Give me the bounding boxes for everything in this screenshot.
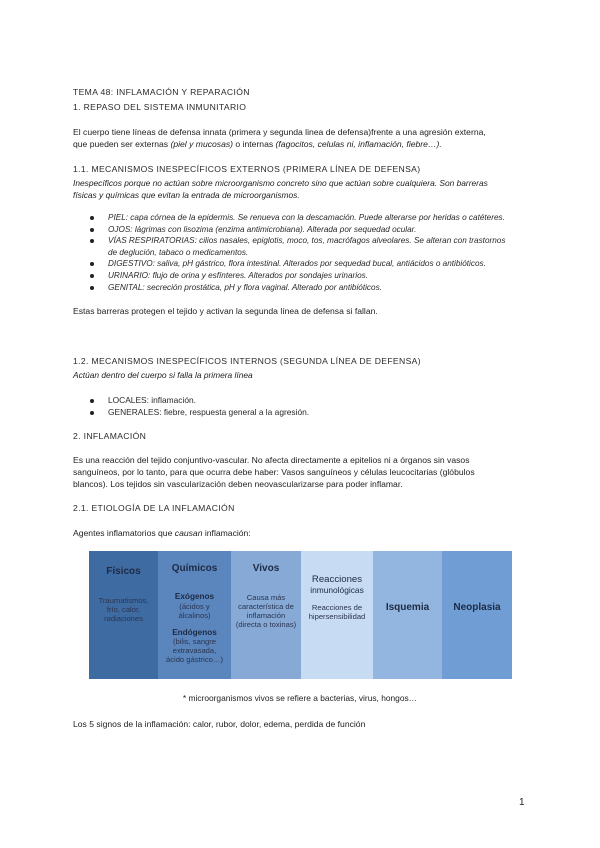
agent-reacciones-desc: Reacciones de hipersensibilidad [308,603,366,621]
agent-neoplasia [442,551,512,679]
quimicos-exogenos-desc: (ácidos y álcalinos) [178,602,211,620]
external-defense-list [108,212,516,293]
inflammation-signs: Los 5 signos de la inflamación: calor, rubor, dolor, edema, perdida de función [73,719,366,729]
quimicos-endogenos-title: Endógenos [172,628,217,637]
agent-vivos-desc: Causa más característica de inflamación (directa o toxinas) [235,593,297,629]
quimicos-exogenos-title: Exógenos [174,592,215,601]
section-1-line-2: que pueden ser externas (piel y mucosas) o internas (fagocitos, celulas ni, inflamación, fiebre…). [73,139,442,150]
section-1-heading: 1. REPASO DEL SISTEMA INMUNITARIO [73,102,247,112]
list-item: DIGESTIVO: saliva, pH gástrico, flora intestinal. Alterados por sequedad bucal, antiácidos o antibióticos. [108,258,516,270]
agent-reacciones-inmunologicas [301,551,373,679]
section-1-1-intro: Inespecíficos porque no actúan sobre microorganismo concreto sino que actúan sobre cualquiera. Son barreras físicas y químicas que evitan la entrada de microorganismos. [73,178,488,201]
agent-quimicos [158,551,231,679]
agent-reacciones-title: Reacciones inmunológicas [310,574,364,595]
agent-fisicos-desc: Traumatismos, frío, calor, radiaciones [98,596,149,623]
section-2-heading: 2. INFLAMACIÓN [73,431,147,441]
inflammation-agents-diagram [89,551,512,679]
agent-isquemia [373,551,442,679]
quimicos-endogenos-desc: (bilis, sangre extravasada, ácido gástrico…) [166,637,223,664]
section-1-2-intro: Actúan dentro del cuerpo si falla la primera línea [73,370,253,380]
agent-neoplasia-title: Neoplasia [453,602,501,613]
page-number: 1 [519,797,525,808]
section-1-line-1: El cuerpo tiene líneas de defensa innata (primera y segunda linea de defensa)frente a una agresión externa, [73,127,486,137]
list-item: GENITAL: secreción prostática, pH y flora vaginal. Alterado por antibióticos. [108,282,516,294]
agent-isquemia-title: Isquemia [385,602,430,613]
list-item: LOCALES: inflamación. [108,395,516,407]
section-2-1-heading: 2.1. ETIOLOGÍA DE LA INFLAMACIÓN [73,503,235,513]
list-item: URINARIO: flujo de orina y esfínteres. Alterados por sondajes urinarios. [108,270,516,282]
list-item: PIEL: capa córnea de la epidermis. Se renueva con la descamación. Puede alterarse por heridas o catéteres. [108,212,516,224]
document-title: TEMA 48: INFLAMACIÓN Y REPARACIÓN [73,87,250,97]
agent-fisicos-title: Físicos [106,566,141,577]
agent-fisicos [89,551,158,679]
list-item: GENERALES: fiebre, respuesta general a la agresión. [108,407,516,419]
list-item: VÍAS RESPIRATORIAS: cilios nasales, epiglotis, moco, tos, macrófagos alveolares. Se alteran con trastornos de deglución, tabaco o medicamentos. [108,235,516,258]
section-1-1-heading: 1.1. MECANISMOS INESPECÍFICOS EXTERNOS (PRIMERA LÍNEA DE DEFENSA) [73,164,421,174]
section-1-paragraph [73,126,533,150]
section-1-2-heading: 1.2. MECANISMOS INESPECÍFICOS INTERNOS (SEGUNDA LÍNEA DE DEFENSA) [73,356,421,366]
section-2-1-intro: Agentes inflamatorios que causan inflamación: [73,528,251,538]
section-1-1-outro: Estas barreras protegen el tejido y activan la segunda línea de defensa si fallan. [73,306,378,316]
diagram-footnote: * microorganismos vivos se refiere a bacterias, virus, hongos… [182,693,418,703]
list-item: OJOS: lágrimas con lisozima (enzima antimicrobiana). Alterada por sequedad ocular. [108,224,516,236]
internal-defense-list [108,395,516,418]
agent-vivos-title: Vivos [252,563,280,574]
agent-quimicos-title: Químicos [171,563,218,574]
section-2-paragraph: Es una reacción del tejido conjuntivo-vascular. No afecta directamente a epitelios ni a órganos sin vasos sanguíneos, por lo tanto, para que ocurra debe haber: Vasos sanguíneos y células leucocitarias (glóbulos blancos). Los tejidos sin vascularización deben neovascularizarse para poder inflamar. [73,455,475,490]
agent-vivos [231,551,301,679]
